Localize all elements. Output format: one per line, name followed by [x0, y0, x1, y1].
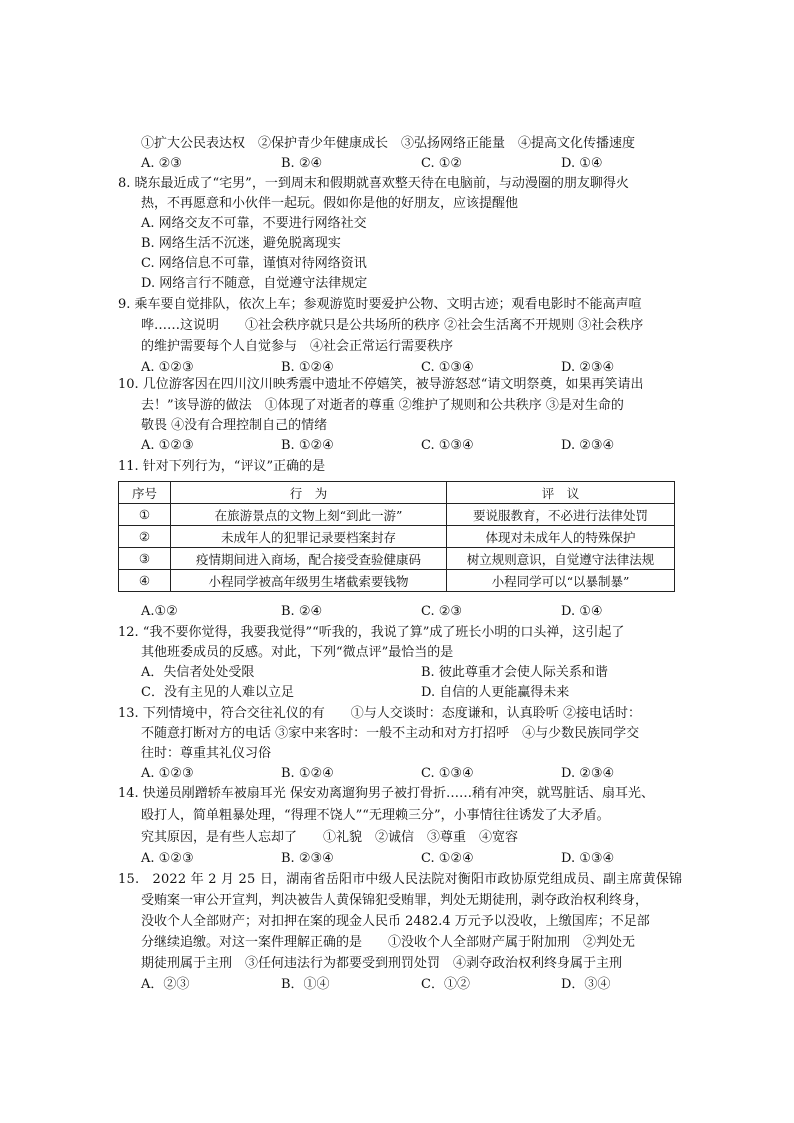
q12-stem-line2: 其他班委成员的反感。对此，下列“微点评”最恰当的是 — [141, 645, 454, 660]
q9-stem-line1: 9. 乘车要自觉排队，依次上车；参观游览时要爱护公物、文明古迹；观看电影时不能高声喧 — [118, 297, 642, 312]
q9-option-d: D. ②③④ — [561, 360, 615, 375]
q14-stem-line1: 14. 快递员剐蹭轿车被扇耳光 保安劝离遛狗男子被打骨折……稍有冲突，就骂脏话、扇耳光、 — [118, 786, 654, 801]
q8-option-a: A. 网络交友不可靠，不要进行网络社交 — [141, 216, 367, 231]
q8-option-b: B. 网络生活不沉迷，避免脱离现实 — [141, 236, 341, 251]
q11-option-b: B. ②④ — [281, 604, 323, 619]
table-cell: 小程同学可以“以暴制暴” — [447, 570, 675, 592]
table-cell: ② — [119, 526, 171, 548]
q9-option-a: A. ①②③ — [141, 360, 194, 375]
table-cell: ③ — [119, 548, 171, 570]
q15-option-a: A．②③ — [141, 977, 190, 992]
q15-stem-line2: 受贿案一审公开宣判，判决被告人黄保锦犯受贿罪，判处无期徒刑，剥夺政治权利终身， — [141, 893, 649, 908]
q10-option-b: B. ①②④ — [281, 438, 334, 453]
q13-option-d: D. ②③④ — [561, 766, 615, 781]
q13-option-c: C. ①③④ — [421, 766, 474, 781]
q15-stem-line3: 没收个人全部财产；对扣押在案的现金人民币 2482.4 万元予以没收，上缴国库；不足部 — [141, 914, 650, 929]
q12-option-c: C．没有主见的人难以立足 — [141, 685, 294, 700]
q12-option-a: A．失信者处处受限 — [141, 665, 255, 680]
q7-option-d: D. ①④ — [561, 156, 603, 171]
q12-stem-line1: 12. “我不要你觉得，我要我觉得”“听我的，我说了算”成了班长小明的口头禅，这引起了 — [118, 625, 625, 640]
q13-stem-line1: 13. 下列情境中，符合交往礼仪的有 ①与人交谈时：态度谦和，认真聆听 ②接电话时： — [118, 706, 641, 721]
q10-stem-line2: 去！”该导游的做法 ①体现了对逝者的尊重 ②维护了规则和公共秩序 ③是对生命的 — [141, 398, 624, 413]
q15-option-c: C．①② — [421, 977, 470, 992]
table-cell: ① — [119, 504, 171, 526]
table-header-cell: 序号 — [119, 482, 171, 504]
q9-stem-line3: 的维护需要每个人自觉参与 ④社会正常运行需要秩序 — [141, 339, 454, 354]
q14-option-a: A. ①②③ — [141, 851, 194, 866]
table-cell: ④ — [119, 570, 171, 592]
q14-option-b: B. ②③④ — [281, 851, 334, 866]
table-cell: 在旅游景点的文物上刻“到此一游” — [171, 504, 447, 526]
q7-statements: ①扩大公民表达权 ②保护青少年健康成长 ③弘扬网络正能量 ④提高文化传播速度 — [141, 136, 636, 151]
q11-option-a: A.①② — [141, 604, 178, 619]
q13-stem-line3: 往时：尊重其礼仪习俗 — [141, 746, 272, 761]
q15-stem-line1: 15. 2022 年 2 月 25 日，湖南省岳阳市中级人民法院对衡阳市政协原党组成员、副主席黄保锦 — [118, 872, 683, 887]
q15-stem-line5: 期徒刑属于主刑 ③任何违法行为都要受到刑罚处罚 ④剥夺政治权利终身属于主刑 — [141, 956, 623, 971]
q13-option-a: A. ①②③ — [141, 766, 194, 781]
q13-option-b: B. ①②④ — [281, 766, 334, 781]
table-header-row — [119, 482, 675, 504]
table-cell: 要说服教育，不必进行法律处罚 — [447, 504, 675, 526]
q9-option-c: C. ①③④ — [421, 360, 474, 375]
q10-option-c: C. ①③④ — [421, 438, 474, 453]
q7-option-a: A. ②③ — [141, 156, 182, 171]
q11-stem: 11. 针对下列行为，“评议”正确的是 — [118, 459, 326, 474]
table-cell: 疫情期间进入商场，配合接受查验健康码 — [171, 548, 447, 570]
table-row — [119, 548, 675, 570]
table-cell: 小程同学被高年级男生堵截索要钱物 — [171, 570, 447, 592]
q15-option-b: B．①④ — [281, 977, 330, 992]
q15-option-d: D．③④ — [561, 977, 611, 992]
q7-option-b: B. ②④ — [281, 156, 323, 171]
table-row — [119, 526, 675, 548]
q11-table — [118, 481, 675, 592]
q14-option-d: D. ①③④ — [561, 851, 615, 866]
table-cell: 未成年人的犯罪记录要档案封存 — [171, 526, 447, 548]
q15-stem-line4: 分继续追缴。对这一案件理解正确的是 ①没收个人全部财产属于附加刑 ②判处无 — [141, 935, 636, 950]
q10-option-a: A. ①②③ — [141, 438, 194, 453]
q14-stem-line2: 殴打人，简单粗暴处理，“得理不饶人”“无理赖三分”，小事情往往诱发了大矛盾。 — [141, 808, 610, 823]
q7-option-c: C. ①② — [421, 156, 463, 171]
q8-option-d: D. 网络言行不随意，自觉遵守法律规定 — [141, 276, 368, 291]
q11-option-c: C. ②③ — [421, 604, 463, 619]
table-cell: 树立规则意识，自觉遵守法律法规 — [447, 548, 675, 570]
table-row — [119, 504, 675, 526]
table-cell: 体现对未成年人的特殊保护 — [447, 526, 675, 548]
q8-stem-line1: 8. 晓东最近成了“宅男”，一到周末和假期就喜欢整天待在电脑前，与动漫圈的朋友聊得火 — [118, 176, 629, 191]
q10-stem-line3: 敬畏 ④没有合理控制自己的情绪 — [141, 418, 328, 433]
q9-option-b: B. ①②④ — [281, 360, 334, 375]
q14-stem-line3: 究其原因，是有些人忘却了 ①礼貌 ②诚信 ③尊重 ④宽容 — [141, 830, 519, 845]
q9-stem-line2: 哗……这说明 ①社会秩序就只是公共场所的秩序 ②社会生活离不开规则 ③社会秩序 — [141, 318, 644, 333]
q13-stem-line2: 不随意打断对方的电话 ③家中来客时：一般不主动和对方打招呼 ④与少数民族同学交 — [141, 726, 640, 741]
q12-option-b: B. 彼此尊重才会使人际关系和谐 — [421, 665, 608, 680]
q11-option-d: D. ①④ — [561, 604, 603, 619]
q14-option-c: C. ①②④ — [421, 851, 474, 866]
q8-option-c: C. 网络信息不可靠，谨慎对待网络资讯 — [141, 256, 367, 271]
q10-option-d: D. ②③④ — [561, 438, 615, 453]
q12-option-d: D. 自信的人更能赢得未来 — [421, 685, 570, 700]
q8-stem-line2: 热，不再愿意和小伙伴一起玩。假如你是他的好朋友，应该提醒他 — [141, 196, 519, 211]
table-row — [119, 570, 675, 592]
table-header-cell: 评 议 — [447, 482, 675, 504]
table-header-cell: 行 为 — [171, 482, 447, 504]
q10-stem-line1: 10. 几位游客因在四川汶川映秀震中遗址不停嬉笑，被导游怒怼“请文明祭奠，如果再笑请出 — [118, 377, 644, 392]
